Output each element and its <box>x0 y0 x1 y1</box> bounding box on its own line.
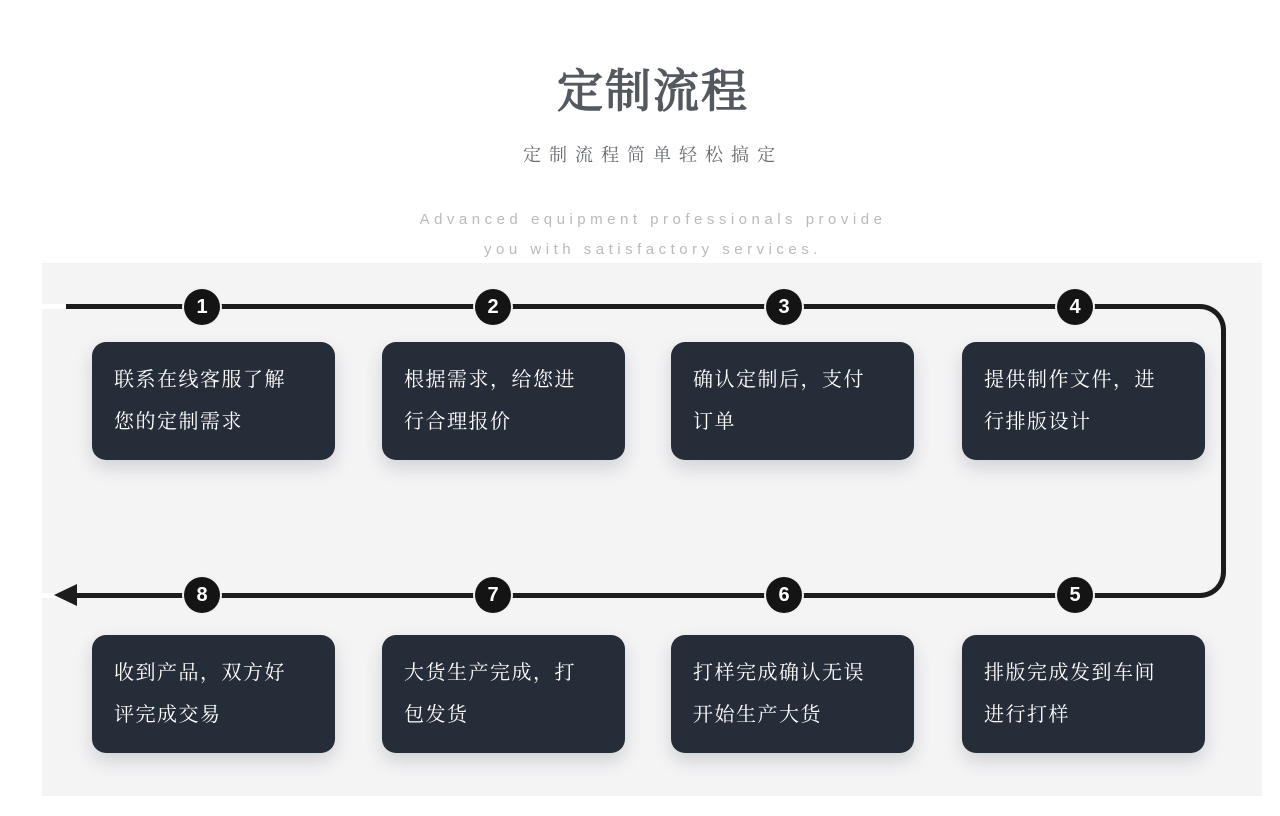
step-card-5 <box>962 635 1205 753</box>
step-card-3-line-1: 确认定制后，支付 <box>693 369 865 391</box>
step-card-8 <box>92 635 335 753</box>
step-card-8-line-1: 收到产品，双方好 <box>114 662 286 684</box>
flow-arrow-left-icon <box>54 584 77 606</box>
step-badge-3: 3 <box>766 289 802 325</box>
step-card-6-line-2: 开始生产大货 <box>693 704 822 726</box>
step-card-1-line-2: 您的定制需求 <box>114 411 243 433</box>
tagline-line-2: you with satisfactory services. <box>484 241 822 258</box>
step-card-1-line-1: 联系在线客服了解 <box>114 369 286 391</box>
step-badge-7: 7 <box>475 577 511 613</box>
step-card-3-line-2: 订单 <box>693 411 736 433</box>
step-card-7-line-2: 包发货 <box>404 704 469 726</box>
step-card-1 <box>92 342 335 460</box>
step-badge-8: 8 <box>184 577 220 613</box>
step-card-3 <box>671 342 914 460</box>
tagline <box>26 205 1280 265</box>
step-card-4-line-1: 提供制作文件，进 <box>984 369 1156 391</box>
step-card-6-line-1: 打样完成确认无误 <box>693 662 865 684</box>
step-card-2 <box>382 342 625 460</box>
step-card-2-line-1: 根据需求，给您进 <box>404 369 576 391</box>
step-badge-5: 5 <box>1057 577 1093 613</box>
page-subtitle: 定制流程简单轻松搞定 <box>523 145 783 165</box>
step-card-5-line-2: 进行打样 <box>984 704 1070 726</box>
step-card-2-line-2: 行合理报价 <box>404 411 512 433</box>
step-card-4 <box>962 342 1205 460</box>
page-title: 定制流程 <box>557 65 749 117</box>
step-badge-4: 4 <box>1057 289 1093 325</box>
step-card-4-line-2: 行排版设计 <box>984 411 1092 433</box>
step-badge-2: 2 <box>475 289 511 325</box>
step-badge-1: 1 <box>184 289 220 325</box>
step-card-7-line-1: 大货生产完成，打 <box>404 662 576 684</box>
section-header <box>0 0 1280 265</box>
flow-loop-left-mask <box>18 304 70 598</box>
tagline-line-1: Advanced equipment professionals provide <box>419 211 887 228</box>
step-card-7 <box>382 635 625 753</box>
step-badge-6: 6 <box>766 577 802 613</box>
step-card-6 <box>671 635 914 753</box>
step-card-5-line-1: 排版完成发到车间 <box>984 662 1156 684</box>
step-card-8-line-2: 评完成交易 <box>114 704 222 726</box>
